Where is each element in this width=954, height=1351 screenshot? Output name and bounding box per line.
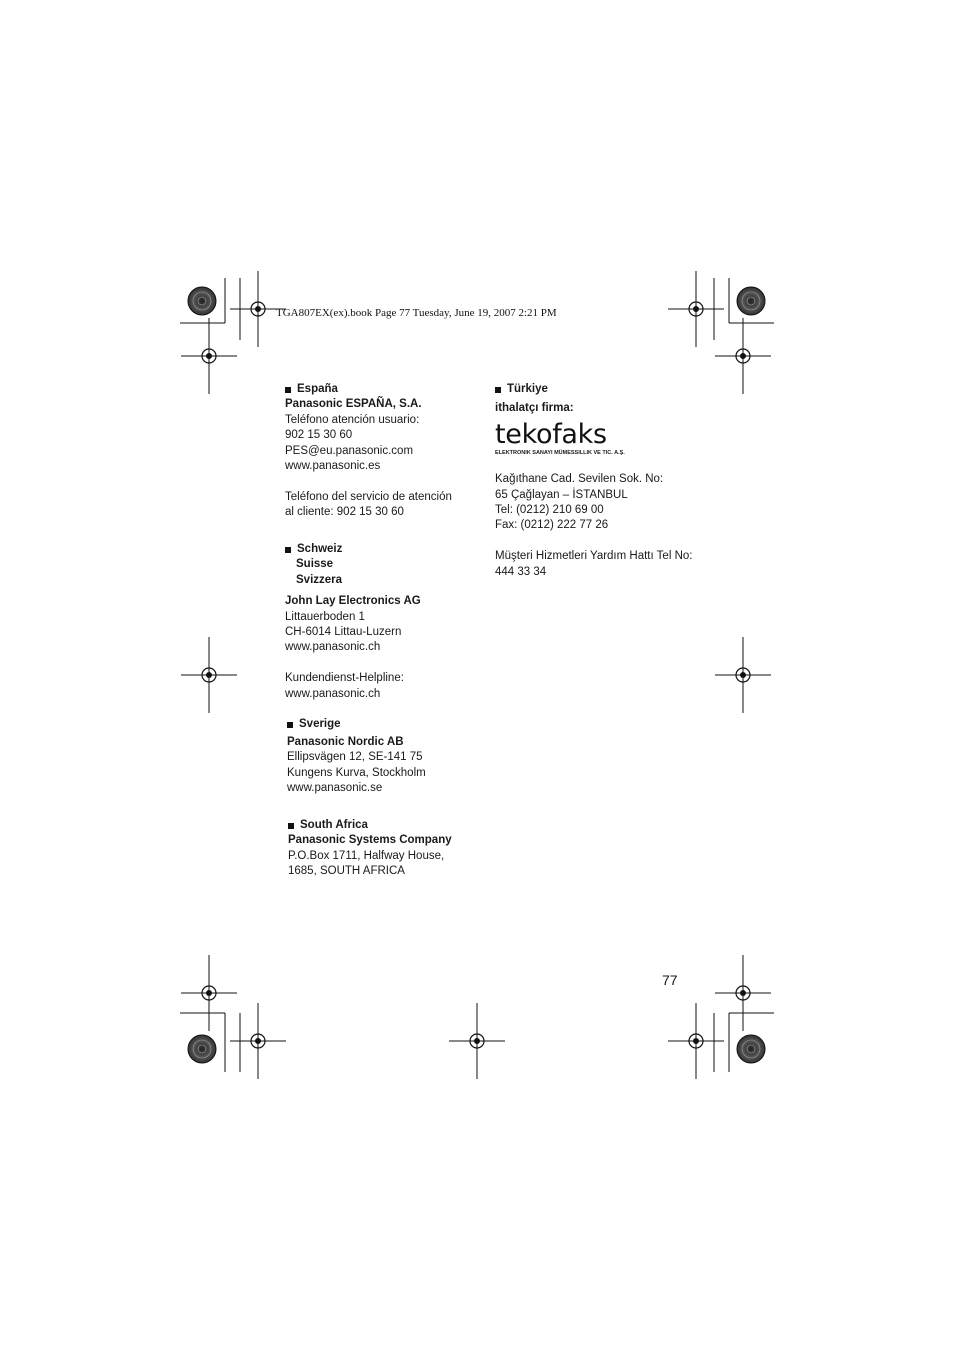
section-heading: Schweiz: [297, 543, 343, 556]
website-line: www.panasonic.ch: [285, 687, 381, 700]
page-number: 77: [662, 972, 678, 988]
email-line: PES@eu.panasonic.com: [285, 444, 414, 457]
bullet-square-icon: [285, 547, 291, 553]
hotline-number: 444 33 34: [495, 565, 547, 578]
address-line: Teléfono atención usuario:: [285, 413, 420, 426]
section-south-africa: [288, 818, 475, 880]
address-line: Ellipsvägen 12, SE-141 75: [287, 751, 423, 764]
print-header: TGA807EX(ex).book Page 77 Tuesday, June 19, 2007 2:21 PM: [276, 307, 557, 319]
address-line: Littauerboden 1: [285, 610, 365, 623]
registration-mark-mid-right: [715, 637, 771, 713]
bullet-square-icon: [287, 722, 293, 728]
service-line: al cliente: 902 15 30 60: [285, 506, 404, 519]
address-line: 1685, SOUTH AFRICA: [288, 865, 405, 878]
website-line: www.panasonic.se: [287, 782, 383, 795]
tekofaks-logo: tekofaks: [495, 418, 607, 450]
hotline-label: Müşteri Hizmetleri Yardım Hattı Tel No:: [495, 550, 693, 563]
section-heading: Sverige: [299, 718, 341, 731]
section-subheading: Suisse: [296, 558, 334, 571]
website-line: www.panasonic.ch: [285, 641, 381, 654]
helpline-line: Kundendienst-Helpline:: [285, 672, 404, 685]
section-sverige: [287, 717, 475, 796]
bullet-square-icon: [495, 387, 501, 393]
section-heading: Türkiye: [507, 383, 548, 395]
company-name: Panasonic Systems Company: [288, 834, 452, 847]
address-line: P.O.Box 1711, Halfway House,: [288, 849, 445, 862]
phone-line: Tel: (0212) 210 69 00: [495, 504, 604, 517]
section-turkiye: [495, 382, 695, 580]
fax-line: Fax: (0212) 222 77 26: [495, 519, 609, 532]
registration-mark-top-left: [180, 271, 286, 394]
registration-mark-bottom-center: [449, 1003, 505, 1079]
address-line: Kungens Kurva, Stockholm: [287, 766, 426, 779]
address-line: 65 Çağlayan – İSTANBUL: [495, 488, 628, 501]
bullet-square-icon: [288, 823, 294, 829]
address-line: Kağıthane Cad. Sevilen Sok. No:: [495, 473, 664, 486]
section-heading: España: [297, 383, 338, 395]
section-espana: [285, 382, 475, 521]
bullet-square-icon: [285, 387, 291, 393]
company-name: Panasonic Nordic AB: [287, 735, 404, 748]
section-heading: South Africa: [300, 818, 368, 831]
website-line: www.panasonic.es: [285, 460, 381, 473]
address-line: CH-6014 Littau-Luzern: [285, 626, 402, 639]
service-line: Teléfono del servicio de atención: [285, 490, 452, 503]
right-column: [495, 382, 695, 580]
left-column: [285, 382, 475, 880]
section-subheading: Svizzera: [296, 573, 343, 586]
section-schweiz: [285, 542, 475, 702]
registration-mark-bottom-left: [180, 955, 286, 1079]
tekofaks-logo-subtitle: ELEKTRONIK SANAYI MÜMESSILLIK VE TIC. A.Ş.: [495, 449, 625, 456]
importer-label: ithalatçı firma:: [495, 402, 574, 415]
registration-mark-mid-left: [181, 637, 237, 713]
phone-line: 902 15 30 60: [285, 429, 353, 442]
company-name: Panasonic ESPAÑA, S.A.: [285, 398, 422, 411]
registration-mark-bottom-right: [668, 955, 774, 1079]
registration-mark-top-right: [668, 271, 774, 394]
company-name: John Lay Electronics AG: [285, 595, 421, 608]
